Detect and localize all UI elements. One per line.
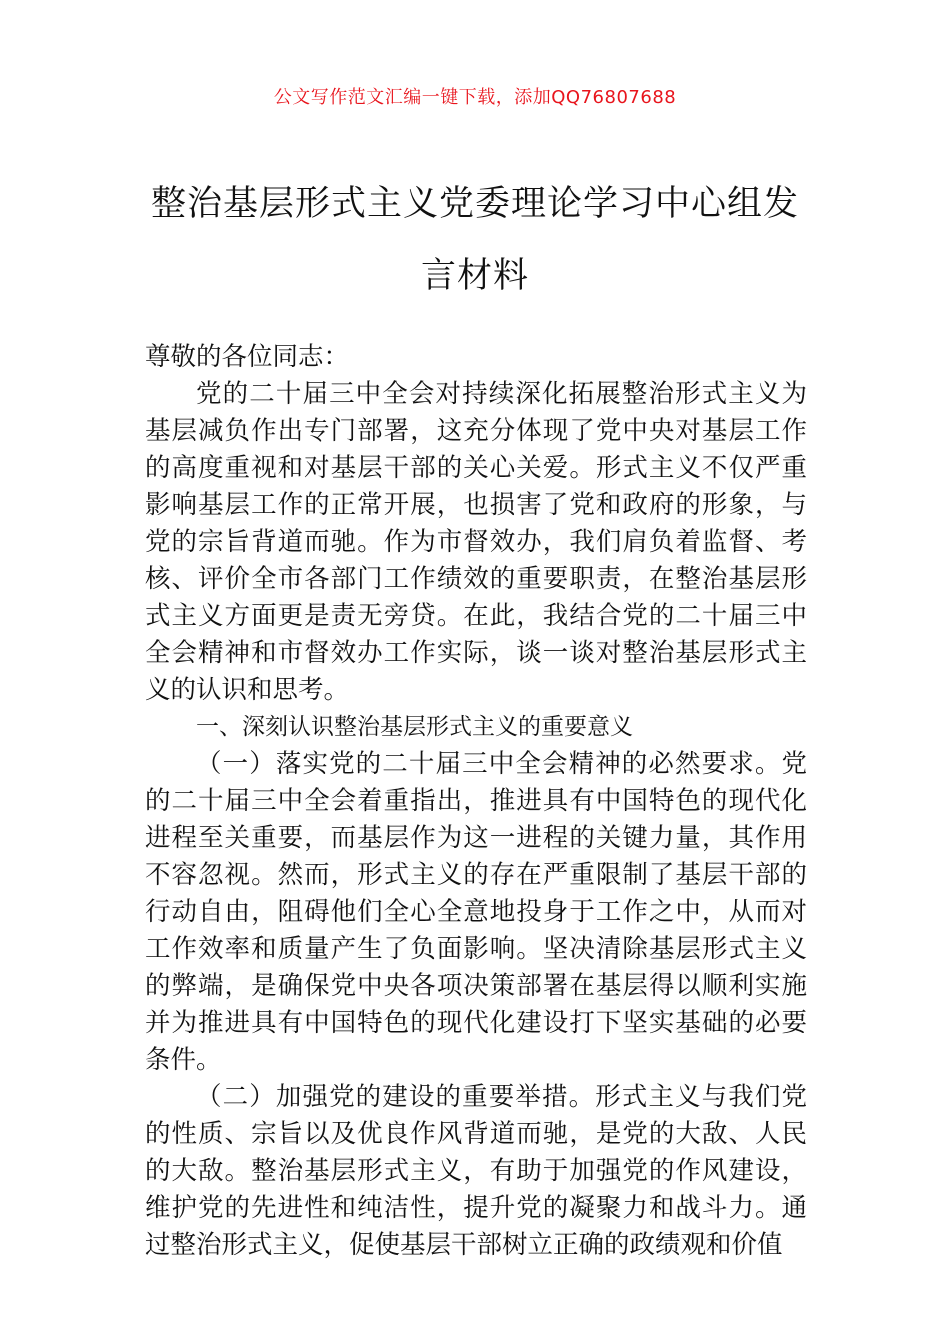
salutation: 尊敬的各位同志： [145, 342, 350, 372]
download-notice: 公文写作范文汇编一键下载，添加QQ76807688 [273, 87, 677, 108]
subsection-paragraph-1: （一）落实党的二十届三中全会精神的必然要求。党的二十届三中全会着重指出，推进具有中国特色的现代化进程至关重要，而基层作为这一进程的关键力量，其作用不容忽视。然而，形式主义的存在严重限制了基层干部的行动自由，阻碍他们全心全意地投身于工作之中，从而对工作效率和质量产生了负面影响。坚决清除基层形式主义的弊端，是确保党中央各项决策部署在基层得以顺利实施并为推进具有中国特色的现代化建设打下坚实基础的必要条件。 [145, 749, 807, 1075]
document-body [145, 339, 807, 1264]
document-title [145, 168, 805, 312]
section-heading: 一、深刻认识整治基层形式主义的重要意义 [196, 714, 633, 740]
document-title-line-1: 整治基层形式主义党委理论学习中心组发 [150, 184, 799, 224]
intro-paragraph: 党的二十届三中全会对持续深化拓展整治形式主义为基层减负作出专门部署，这充分体现了党中央对基层工作的高度重视和对基层干部的关心关爱。形式主义不仅严重影响基层工作的正常开展，也损害了党和政府的形象，与党的宗旨背道而驰。作为市督效办，我们肩负着监督、考核、评价全市各部门工作绩效的重要职责，在整治基层形式主义方面更是责无旁贷。在此，我结合党的二十届三中全会精神和市督效办工作实际，谈一谈对整治基层形式主义的认识和思考。 [145, 379, 807, 705]
document-title-line-2: 言材料 [420, 256, 529, 296]
subsection-paragraph-2: （二）加强党的建设的重要举措。形式主义与我们党的性质、宗旨以及优良作风背道而驰，是党的大敌、人民的大敌。整治基层形式主义，有助于加强党的作风建设，维护党的先进性和纯洁性，提升党的凝聚力和战斗力。通过整治形式主义，促使基层干部树立正确的政绩观和价值 [145, 1082, 807, 1260]
